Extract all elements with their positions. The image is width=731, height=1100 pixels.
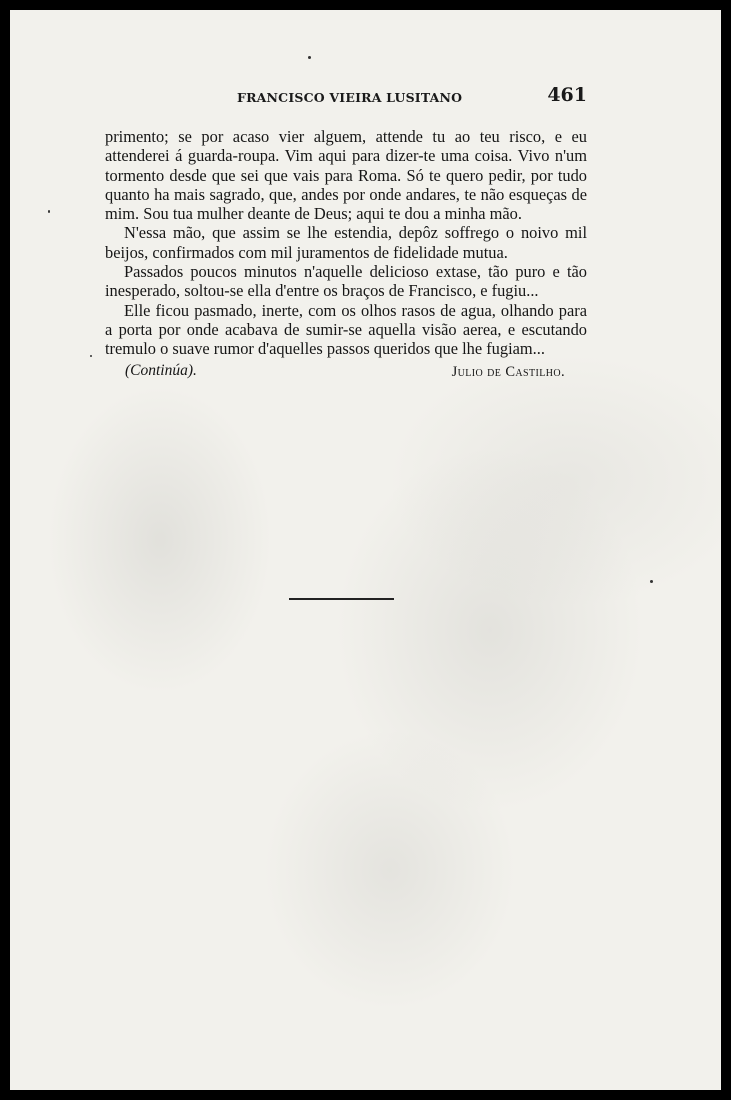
section-rule	[289, 598, 394, 600]
paragraph-3: Passados poucos minutos n'aquelle delicioso extase, tão puro e tão inesperado, soltou-se ella d'entre os braços de Francisco, e fugiu...	[105, 262, 587, 301]
print-speck	[308, 56, 311, 59]
print-speck	[650, 580, 653, 583]
signoff	[105, 360, 587, 384]
paragraph-4: Elle ficou pasmado, inerte, com os olhos rasos de agua, olhando para a porta por onde acabava de sumir-se aquella visão aerea, e escutando tremulo o suave rumor d'aquelles passos queridos que lhe fugiam...	[105, 300, 587, 359]
running-title: FRANCISCO VIEIRA LUSITANO	[237, 90, 463, 105]
body-text	[105, 127, 587, 384]
print-speck	[48, 210, 50, 213]
continua-note: (Continúa).	[125, 361, 197, 379]
author-signature: Julio de Castilho.	[451, 363, 565, 380]
page-header	[105, 86, 587, 110]
paragraph-2: N'essa mão, que assim se lhe estendia, depôz soffrego o noivo mil beijos, confirmados com mil juramentos de fidelidade mutua.	[105, 223, 587, 262]
print-speck	[90, 355, 92, 357]
paragraph-1: primento; se por acaso vier alguem, attende tu ao teu risco, e eu attenderei á guarda-roupa. Vim aqui para dizer-te uma coisa. Vivo n'um tormento desde que sei que vais para Roma. Só te quero pedir, por tudo quanto ha mais sagrado, que, andes por onde andares, te não esqueças de mim. Sou tua mulher deante de Deus; aqui te dou a minha mão.	[105, 127, 587, 224]
book-page	[10, 10, 721, 1090]
page-number: 461	[547, 84, 587, 106]
